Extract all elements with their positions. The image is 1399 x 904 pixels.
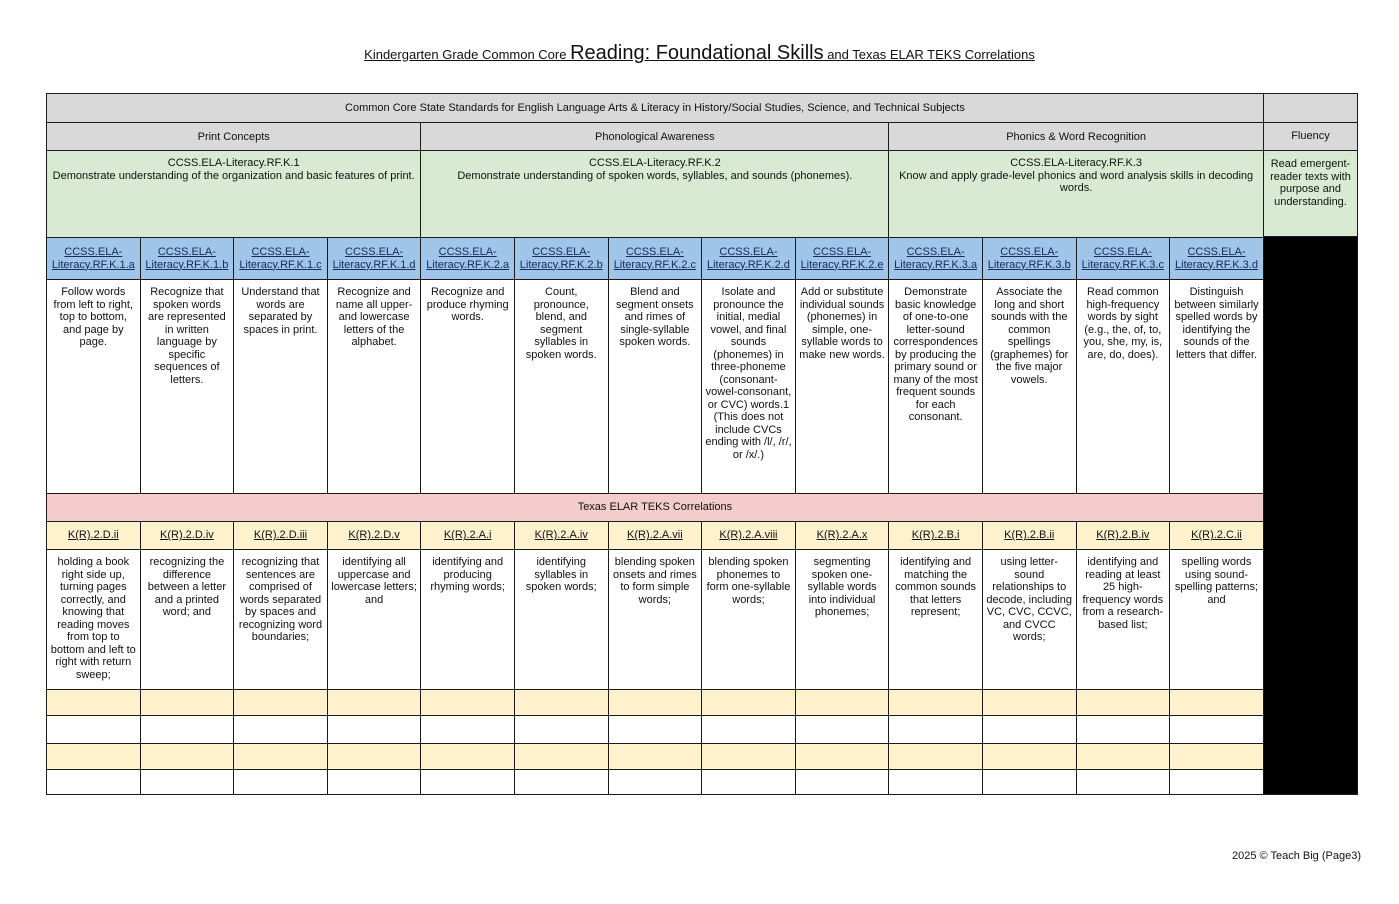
standard-link[interactable]: CCSS.ELA-Literacy.RF.K.2.c (613, 246, 697, 271)
teks-link[interactable]: K(R).2.D.v (348, 529, 400, 542)
standard-text: Follow words from left to right, top to bottom, and page by page. (47, 280, 141, 494)
teks-link[interactable]: K(R).2.A.iv (534, 529, 588, 542)
teks-header: Texas ELAR TEKS Correlations (47, 493, 1264, 521)
teks-link[interactable]: K(R).2.C.ii (1191, 529, 1242, 542)
title-main: Reading: Foundational Skills (570, 42, 824, 64)
teks-text: blending spoken onsets and rimes to form simple words; (608, 550, 702, 690)
teks-link[interactable]: K(R).2.D.ii (67, 529, 119, 542)
domain-phonological-awareness: Phonological Awareness (421, 123, 889, 151)
teks-link[interactable]: K(R).2.B.ii (1004, 529, 1055, 542)
empty-row (47, 690, 1358, 716)
fluency-blackout (1264, 236, 1357, 794)
teks-text: identifying all uppercase and lowercase letters; and (327, 550, 421, 690)
teks-text: using letter-sound relationships to decode, including VC, CVC, CCVC, and CVCC words; (982, 550, 1076, 690)
teks-link[interactable]: K(R).2.A.viii (719, 529, 778, 542)
substandard-text-row (47, 280, 1358, 494)
standard-code: CCSS.ELA-Literacy.RF.K.1 (167, 157, 300, 170)
standard-desc: Know and apply grade-level phonics and word analysis skills in decoding words. (899, 169, 1254, 195)
teks-link[interactable]: K(R).2.D.iv (160, 529, 214, 542)
standard-desc: Demonstrate understanding of the organization and basic features of print. (52, 169, 415, 182)
teks-text: identifying and reading at least 25 high-frequency words from a research-based list; (1076, 550, 1170, 690)
teks-link[interactable]: K(R).2.D.iii (253, 529, 308, 542)
teks-text: holding a book right side up, turning pages correctly, and knowing that reading moves from top to bottom and left to right with return sweep; (47, 550, 141, 690)
domain-phonics: Phonics & Word Recognition (889, 123, 1264, 151)
standard-text: Recognize that spoken words are represented in written language by specific sequences of letters. (140, 280, 234, 494)
teks-text: recognizing the difference between a letter and a printed word; and (140, 550, 234, 690)
standard-text: Associate the long and short sounds with the common spellings (graphemes) for the five major vowels. (982, 280, 1076, 494)
empty-row (47, 716, 1358, 743)
title-prefix: Kindergarten Grade Common Core (364, 47, 571, 62)
standard-link[interactable]: CCSS.ELA-Literacy.RF.K.2.b (519, 246, 603, 271)
footer-credit: 2025 © Teach Big (Page3) (1232, 850, 1361, 862)
standard-rf-k1 (47, 151, 421, 238)
standard-desc: Demonstrate understanding of spoken words, syllables, and sounds (phonemes). (457, 169, 853, 182)
standard-link[interactable]: CCSS.ELA-Literacy.RF.K.2.a (426, 246, 510, 271)
standard-link[interactable]: CCSS.ELA-Literacy.RF.K.1.a (51, 246, 135, 271)
teks-text: spelling words using sound-spelling patterns; and (1170, 550, 1264, 690)
standard-link[interactable]: CCSS.ELA-Literacy.RF.K.1.b (145, 246, 229, 271)
standard-text: Isolate and pronounce the initial, medial vowel, and final sounds (phonemes) in three-phoneme (consonant-vowel-consonant, or CVC) words.1 (This does not include CVCs ending with /l/, /r/, or /x/.) (702, 280, 796, 494)
fluency-standard: Read emergent-reader texts with purpose and understanding. (1264, 151, 1357, 236)
standard-text: Recognize and name all upper- and lowercase letters of the alphabet. (327, 280, 421, 494)
domain-row (47, 123, 1358, 151)
teks-code-row (47, 522, 1358, 550)
standard-text: Read common high-frequency words by sight (e.g., the, of, to, you, she, my, is, are, do, does). (1076, 280, 1170, 494)
teks-text: identifying syllables in spoken words; (514, 550, 608, 690)
standard-description-row (47, 151, 1358, 238)
teks-text: blending spoken phonemes to form one-syllable words; (702, 550, 796, 690)
teks-link[interactable]: K(R).2.A.x (816, 529, 868, 542)
empty-row (47, 769, 1358, 794)
standards-banner: Common Core State Standards for English Language Arts & Literacy in History/Social Studies, Science, and Technical Subjects (47, 94, 1264, 123)
fluency-domain: Fluency (1264, 123, 1357, 151)
title-suffix: and Texas ELAR TEKS Correlations (823, 47, 1035, 62)
teks-link[interactable]: K(R).2.B.iv (1096, 529, 1150, 542)
standard-link[interactable]: CCSS.ELA-Literacy.RF.K.3.c (1081, 246, 1164, 271)
teks-link[interactable]: K(R).2.A.vii (627, 529, 683, 542)
standard-link[interactable]: CCSS.ELA-Literacy.RF.K.3.d (1175, 246, 1258, 271)
standard-link[interactable]: CCSS.ELA-Literacy.RF.K.2.e (800, 246, 884, 271)
teks-text: identifying and matching the common sounds that letters represent; (889, 550, 983, 690)
teks-text-row (47, 550, 1358, 690)
standard-link[interactable]: CCSS.ELA-Literacy.RF.K.1.c (239, 246, 322, 271)
teks-link[interactable]: K(R).2.A.i (443, 529, 492, 542)
standard-text: Blend and segment onsets and rimes of single-syllable spoken words. (608, 280, 702, 494)
teks-text: segmenting spoken one-syllable words into individual phonemes; (795, 550, 889, 690)
teks-text: recognizing that sentences are comprised of words separated by spaces and recognizing word boundaries; (234, 550, 328, 690)
standard-link[interactable]: CCSS.ELA-Literacy.RF.K.1.d (332, 246, 416, 271)
page-title (0, 42, 1399, 65)
standard-text: Add or substitute individual sounds (phonemes) in simple, one-syllable words to make new words. (795, 280, 889, 494)
substandard-code-row (47, 238, 1358, 280)
empty-row (47, 743, 1358, 769)
domain-print-concepts: Print Concepts (47, 123, 421, 151)
standard-link[interactable]: CCSS.ELA-Literacy.RF.K.3.a (894, 246, 978, 271)
standard-link[interactable]: CCSS.ELA-Literacy.RF.K.3.b (987, 246, 1071, 271)
standard-text: Understand that words are separated by spaces in print. (234, 280, 328, 494)
standard-text: Recognize and produce rhyming words. (421, 280, 515, 494)
standard-link[interactable]: CCSS.ELA-Literacy.RF.K.2.d (706, 246, 790, 271)
standard-code: CCSS.ELA-Literacy.RF.K.2 (588, 157, 721, 170)
standards-table (46, 93, 1358, 795)
standard-rf-k2 (421, 151, 889, 238)
standard-text: Count, pronounce, blend, and segment syllables in spoken words. (514, 280, 608, 494)
standard-rf-k3 (889, 151, 1264, 238)
fluency-column (1263, 94, 1357, 795)
standard-text: Demonstrate basic knowledge of one-to-one letter-sound correspondences by producing the primary sound or many of the most frequent sounds for each consonant. (889, 280, 983, 494)
teks-text: identifying and producing rhyming words; (421, 550, 515, 690)
teks-link[interactable]: K(R).2.B.i (911, 529, 960, 542)
standard-text: Distinguish between similarly spelled words by identifying the sounds of the letters that differ. (1170, 280, 1264, 494)
standard-code: CCSS.ELA-Literacy.RF.K.3 (1010, 157, 1143, 170)
